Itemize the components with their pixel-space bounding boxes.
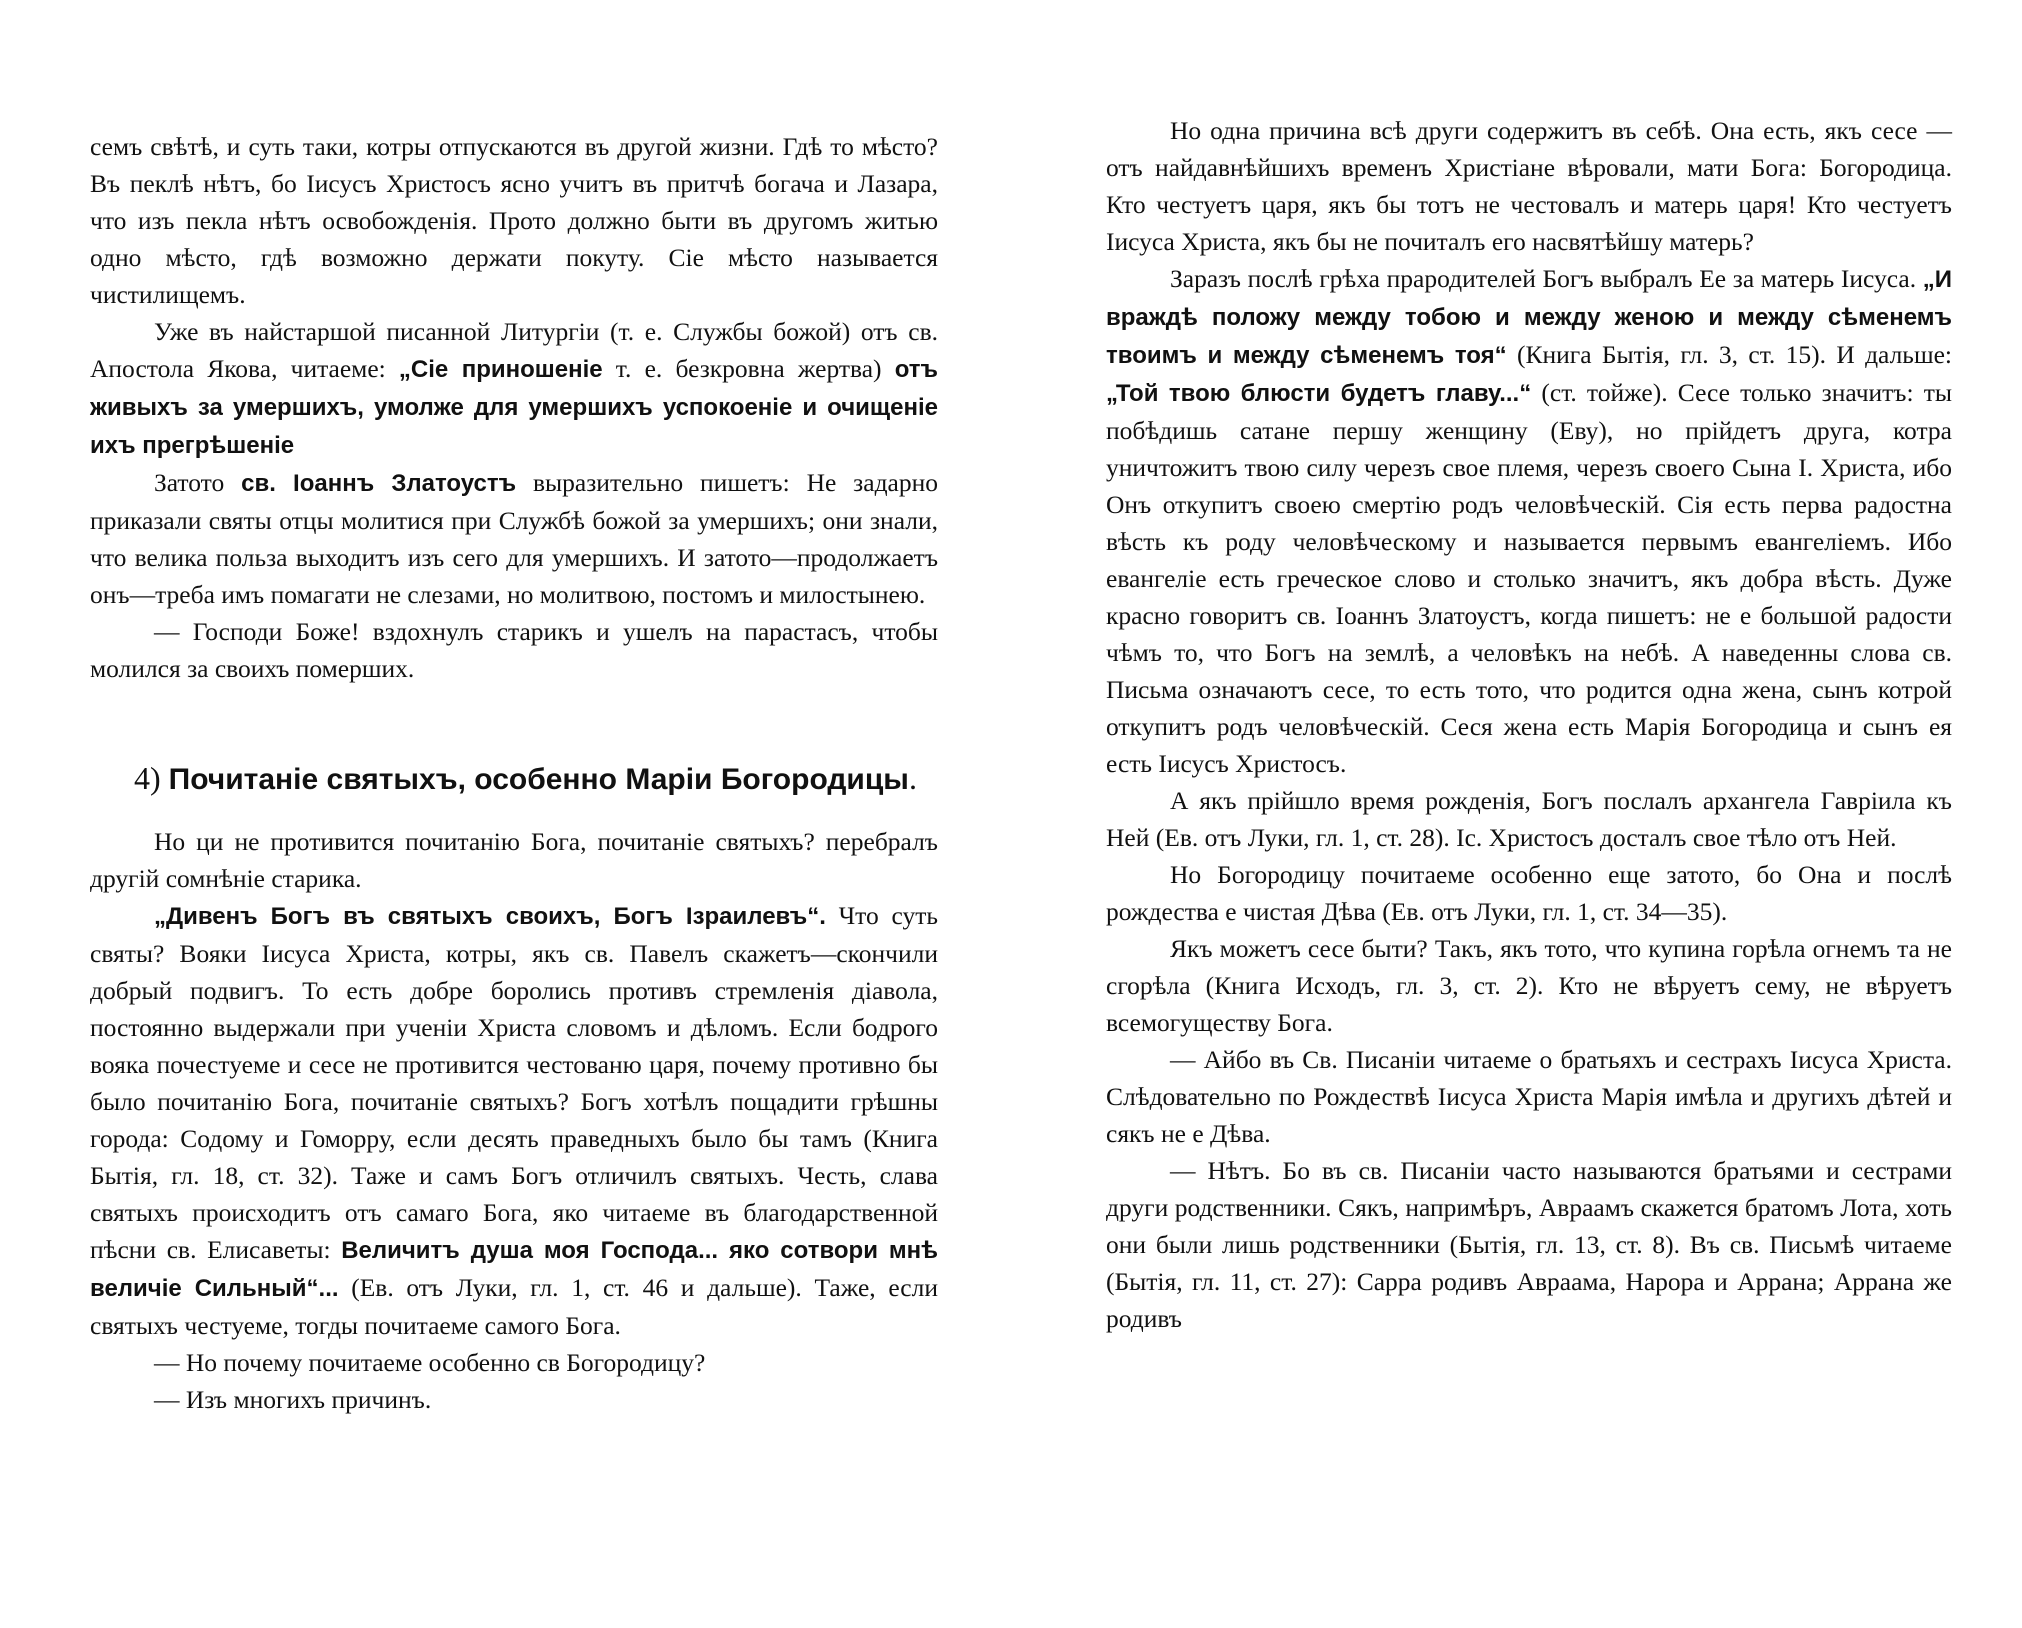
paragraph: — Но почему почитаеме особенно св Богородицу? [154,1348,706,1377]
bold-quote: Величитъ душа моя Господа... яко сотвори мнѣ величіе Сильный“... [90,1237,938,1302]
text-run: Уже въ найстаршой писанной Литургіи (т. е. Службы божой) отъ св. Апостола Якова, читаеме: [90,317,938,383]
heading-title: Почитаніе святыхъ, особенно Маріи Богородицы [168,763,909,796]
paragraph: — Господи Боже! вздохнулъ старикъ и ушелъ на парастасъ, чтобы молился за своихъ померших. [90,617,938,683]
text-run: (Книга Бытія, гл. 3, ст. 15). И дальше: [1506,340,1952,369]
paragraph: семъ свѣтѣ, и суть таки, котры отпускаются въ другой жизни. Гдѣ то мѣсто? Въ пеклѣ нѣтъ, бо Іисусъ Христосъ ясно учитъ въ притчѣ богача и Лазара, что изъ пекла нѣтъ освобожденія. Прото должно быти въ другомъ житью одно мѣсто, гдѣ возможно держати покуту. Сіе мѣсто называется чистилищемъ. [90,132,938,309]
left-page [90,0,938,1628]
paragraph: А якъ прійшло время рожденія, Богъ послалъ архангела Гавріила къ Ней (Ев. отъ Луки, гл. 1, ст. 28). Іс. Христосъ досталъ свое тѣло отъ Ней. [1106,786,1952,852]
bold-name: св. Іоаннъ Златоустъ [241,470,517,497]
bold-quote: отъ живыхъ за умершихъ, умолже для умершихъ успокоеніе и очищеніе ихъ прегрѣшеніе [90,356,938,459]
heading-number: 4) [134,760,161,796]
bold-quote: „Сіе приношеніе [398,356,603,383]
section-heading [90,759,938,799]
paragraph [90,897,938,1344]
text-run: (Ев. отъ Луки, гл. 1, ст. 46 и дальше). Таже, если святыхъ честуеме, тогды почитаеме самого Бога. [90,1273,938,1340]
paragraph: Но Богородицу почитаеме особенно еще затото, бо Она и послѣ рождества е чистая Дѣва (Ев. отъ Луки, гл. 1, ст. 34—35). [1106,860,1952,926]
text-run: (ст. тойже). Сесе только значитъ: ты побѣдишь сатане першу женщину (Еву), но прійдетъ друга, котра уничтожитъ твою силу черезъ свое племя, черезъ своего Сына І. Христа, ибо Онъ откупитъ своею смертію родъ человѣческій. Сія есть перва радостна вѣсть къ роду человѣческому и называется первымъ евангеліемъ. Ибо евангеліе есть греческое слово и столько значитъ, якъ добра вѣсть. Дуже красно говоритъ св. Іоаннъ Златоустъ, когда пишетъ: не е большой радости чѣмъ то, что Богъ на землѣ, а человѣкъ на небѣ. А наведенны слова св. Письма означаютъ сесе, то есть тото, что родится одна жена, сынъ котрой откупитъ родъ человѣческій. Сеся жена есть Марія Богородица и сынъ ея есть Іисусъ Христосъ. [1106,378,1952,778]
paragraph: Якъ можетъ сесе быти? Такъ, якъ тото, что купина горѣла огнемъ та не сгорѣла (Книга Исходъ, гл. 3, ст. 2). Кто не вѣруетъ сему, не вѣруетъ всемогуществу Бога. [1106,934,1952,1037]
paragraph: — Нѣтъ. Бо въ св. Писаніи часто называются братьями и сестрами други родственники. Сякъ, напримѣръ, Авраамъ скажется братомъ Лота, хоть они были лишь родственники (Бытія, гл. 13, ст. 8). Въ св. Письмѣ читаеме (Бытія, гл. 11, ст. 27): Сарра родивъ Авраама, Нарора и Аррана; Аррана же родивъ [1106,1156,1952,1333]
text-run: т. е. безкровна жертва) [602,354,895,383]
paragraph [90,313,938,464]
paragraph: Но одна причина всѣ други содержитъ въ себѣ. Она есть, якъ сесе — отъ найдавнѣйшихъ временъ Христіане вѣровали, мати Бога: Богородица. Кто честуетъ царя, якъ бы тотъ не честовалъ и матерь царя! Кто честуетъ Іисуса Христа, якъ бы не почиталъ его насвятѣйшу матерь? [1106,116,1952,256]
paragraph [1106,260,1952,782]
text-run: Затото [154,468,242,497]
bold-quote: „И враждѣ положу между тобою и между женою и между сѣменемъ твоимъ и между сѣменемъ тоя“ [1106,266,1952,369]
paragraph: — Изъ многихъ причинъ. [154,1385,432,1414]
text-run: Заразъ послѣ грѣха прародителей Богъ выбралъ Ее за матерь Іисуса. [1170,264,1923,293]
bold-quote: „Той твою блюсти будетъ главу...“ [1106,380,1532,407]
bold-quote: „Дивенъ Богъ въ святыхъ своихъ, Богъ Ізраилевъ“. [154,903,826,930]
text-run: выразительно пишетъ: Не задарно приказали святы отцы молитися при Службѣ божой за умершихъ; они знали, что велика польза выходитъ изъ сего для умершихъ. И затото—продолжаетъ онъ—треба имъ помагати не слезами, но молитвою, постомъ и милостынею. [90,468,939,609]
paragraph: — Айбо въ Св. Писаніи читаеме о братьяхъ и сестрахъ Іисуса Христа. Слѣдовательно по Рождествѣ Іисуса Христа Марія имѣла и другихъ дѣтей и сякъ не е Дѣва. [1106,1045,1952,1148]
text-run: Что суть святы? Вояки Іисуса Христа, котры, якъ св. Павелъ скажетъ—скончили добрый подвигъ. То есть добре боролись противъ стремленія діавола, постоянно выдержали при ученіи Христа словомъ и дѣломъ. Если бодрого вояка почестуеме и сесе не противится честованю царя, почему противно бы было почитанію Бога, почитаніе святыхъ? Богъ хотѣлъ пощадити грѣшны города: Содому и Гоморру, если десять праведныхъ было бы тамъ (Книга Бытія, гл. 18, ст. 32). Таже и самъ Богъ отличилъ святыхъ. Честь, слава святыхъ происходитъ отъ самаго Бога, яко читаеме въ благодарственной пѣсни св. Елисаветы: [90,901,938,1264]
heading-dot: . [908,760,917,796]
paragraph: Но ци не противится почитанію Бога, почитаніе святыхъ? перебралъ другій сомнѣніе старика. [90,827,938,893]
paragraph [90,464,938,613]
right-page [1106,0,1952,1612]
